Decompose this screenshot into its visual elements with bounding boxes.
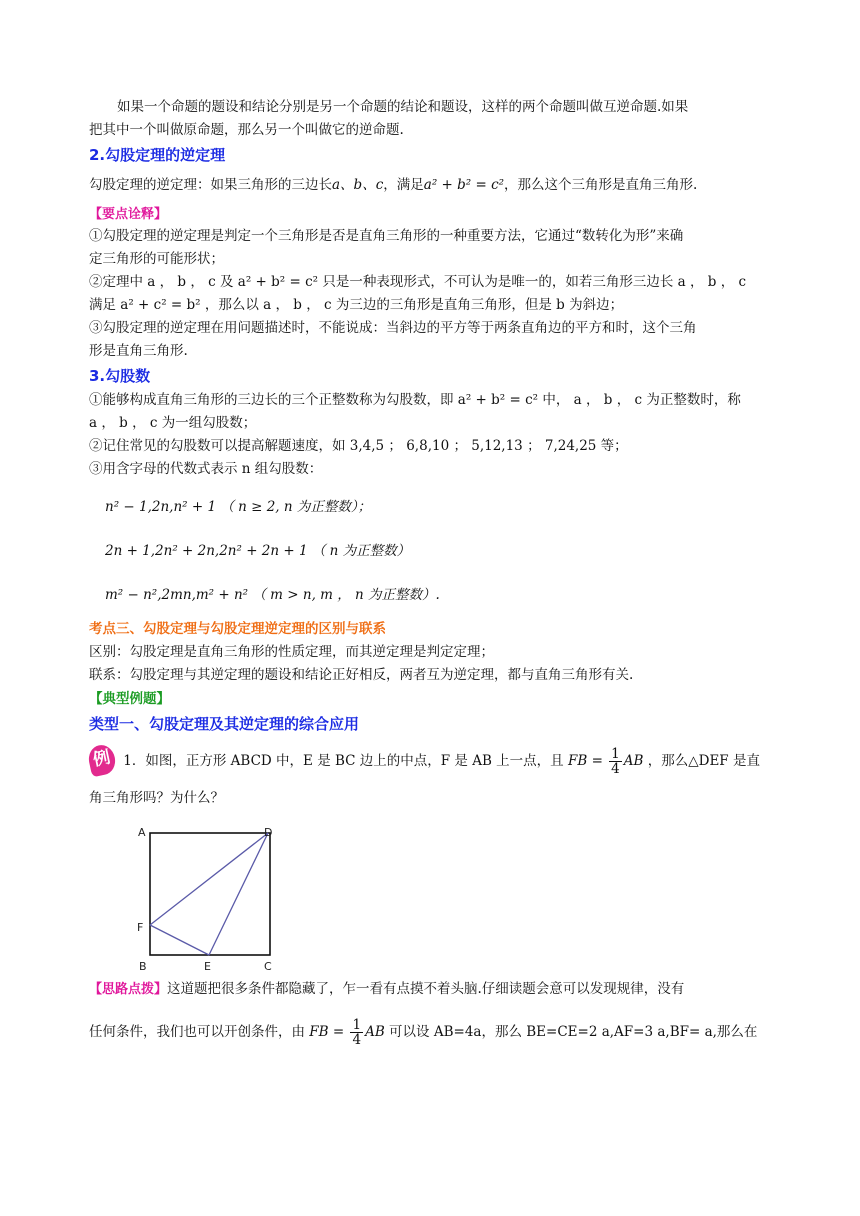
typical-examples-label: 【典型例题】	[89, 691, 170, 707]
label-b: B	[139, 960, 147, 973]
document-page	[89, 96, 773, 1049]
statement-vars: a、b、c	[332, 177, 384, 193]
question-1	[89, 745, 773, 777]
note3-line-1: ③勾股定理的逆定理在用问题描述时，不能说成：当斜边的平方等于两条直角边的平方和时，这个三角	[89, 320, 697, 336]
kaodian3-heading: 考点三、勾股定理与勾股定理逆定理的区别与联系	[89, 621, 386, 637]
hint-line-1	[89, 978, 773, 1001]
key-points-label: 【要点诠释】	[89, 207, 168, 222]
item2: ②记住常见的勾股数可以提高解题速度，如 3,4,5 ； 6,8,10 ； 5,12,13 ； 7,24,25 等；	[89, 438, 628, 454]
segment-fd	[150, 833, 268, 925]
type1-heading: 类型一、勾股定理及其逆定理的综合应用	[89, 715, 360, 733]
converse-statement	[89, 174, 773, 197]
q1-post: ，那么△DEF 是直	[647, 753, 760, 769]
hint-frac-den: 4	[352, 1032, 362, 1048]
hint-text-1: 这道题把很多条件都隐藏了，乍一看有点摸不着头脑.仔细读题会意可以发现规律，没有	[167, 981, 685, 997]
note2-line-1: ②定理中 a ， b ， c 及 a² + b² = c² 只是一种表现形式，不可认为是唯一的，如若三角形三边长 a ， b ， c	[89, 274, 747, 290]
section3-heading: 3.勾股数	[89, 367, 151, 385]
item1-line-1: ①能够构成直角三角形的三边长的三个正整数称为勾股数，即 a² + b² = c² 中， a ， b ， c 为正整数时，称	[89, 392, 741, 408]
segment-ed	[209, 833, 268, 955]
label-a: A	[138, 826, 146, 839]
item3: ③用含字母的代数式表示 n 组勾股数：	[89, 461, 323, 477]
label-d: D	[264, 826, 273, 839]
label-e: E	[204, 960, 211, 973]
frac-num: 1	[611, 746, 620, 762]
connection-text: 联系：勾股定理与其逆定理的题设和结论正好相反，两者互为逆定理，都与直角三角形有关.	[89, 667, 634, 683]
statement-equation: a² + b² = c²	[423, 177, 505, 193]
item1-line-2: a ， b ， c 为一组勾股数；	[89, 415, 257, 431]
q1-ab: AB	[623, 753, 644, 769]
segment-fe	[150, 925, 209, 955]
statement-pre: 勾股定理的逆定理：如果三角形的三边长	[89, 177, 332, 193]
example-badge-icon: 例	[86, 743, 118, 778]
formula-3: m² − n²,2mn,m² + n² （ m > n, m ， n 为正整数）.	[105, 587, 440, 603]
section2-heading: 2.勾股定理的逆定理	[89, 146, 226, 164]
square-figure	[131, 824, 291, 974]
q1-line-2: 角三角形吗？为什么？	[89, 790, 224, 806]
note1-line-1: ①勾股定理的逆定理是判定一个三角形是否是直角三角形的一种重要方法，它通过“数转化为形”来确	[89, 228, 684, 244]
hint-ab: AB	[365, 1024, 385, 1040]
label-c: C	[264, 960, 272, 973]
difference-text: 区别：勾股定理是直角三角形的性质定理，而其逆定理是判定定理；	[89, 644, 494, 660]
hint-text-2-pre: 任何条件，我们也可以开创条件，由	[89, 1024, 305, 1040]
intro-line-1: 如果一个命题的题设和结论分别是另一个命题的结论和题设，这样的两个命题叫做互逆命题.如果	[117, 99, 689, 115]
q1-fb: FB =	[567, 753, 603, 769]
formula-2: 2n + 1,2n² + 2n,2n² + 2n + 1 （ n 为正整数）	[105, 543, 411, 559]
statement-mid: ，满足	[383, 177, 424, 193]
note1-line-2: 定三角形的可能形状；	[89, 251, 224, 267]
note3-line-2: 形是直角三角形.	[89, 343, 188, 359]
statement-post: ，那么这个三角形是直角三角形.	[504, 177, 698, 193]
hint-frac-num: 1	[352, 1017, 362, 1033]
frac-den: 4	[611, 761, 620, 777]
hint-fb: FB =	[309, 1024, 345, 1040]
hint-text-2-post: 可以设 AB=4a，那么 BE=CE=2 a,AF=3 a,BF= a,那么在	[389, 1024, 758, 1040]
intro-line-2: 把其中一个叫做原命题，那么另一个叫做它的逆命题.	[89, 122, 404, 138]
formula-1: n² − 1,2n,n² + 1 （ n ≥ 2, n 为正整数）；	[105, 499, 372, 515]
fraction-one-quarter	[609, 747, 622, 776]
label-f: F	[137, 921, 144, 934]
hint-line-2	[89, 1015, 773, 1049]
hint-label: 【思路点拨】	[89, 982, 168, 997]
square-abcd	[150, 833, 270, 955]
hint-fraction	[350, 1018, 363, 1047]
note2-line-2: 满足 a² + c² = b² ，那么以 a ， b ， c 为三边的三角形是直角三角形，但是 b 为斜边；	[89, 297, 624, 313]
q1-pre: 1．如图，正方形 ABCD 中，E 是 BC 边上的中点，F 是 AB 上一点，且	[123, 753, 564, 769]
